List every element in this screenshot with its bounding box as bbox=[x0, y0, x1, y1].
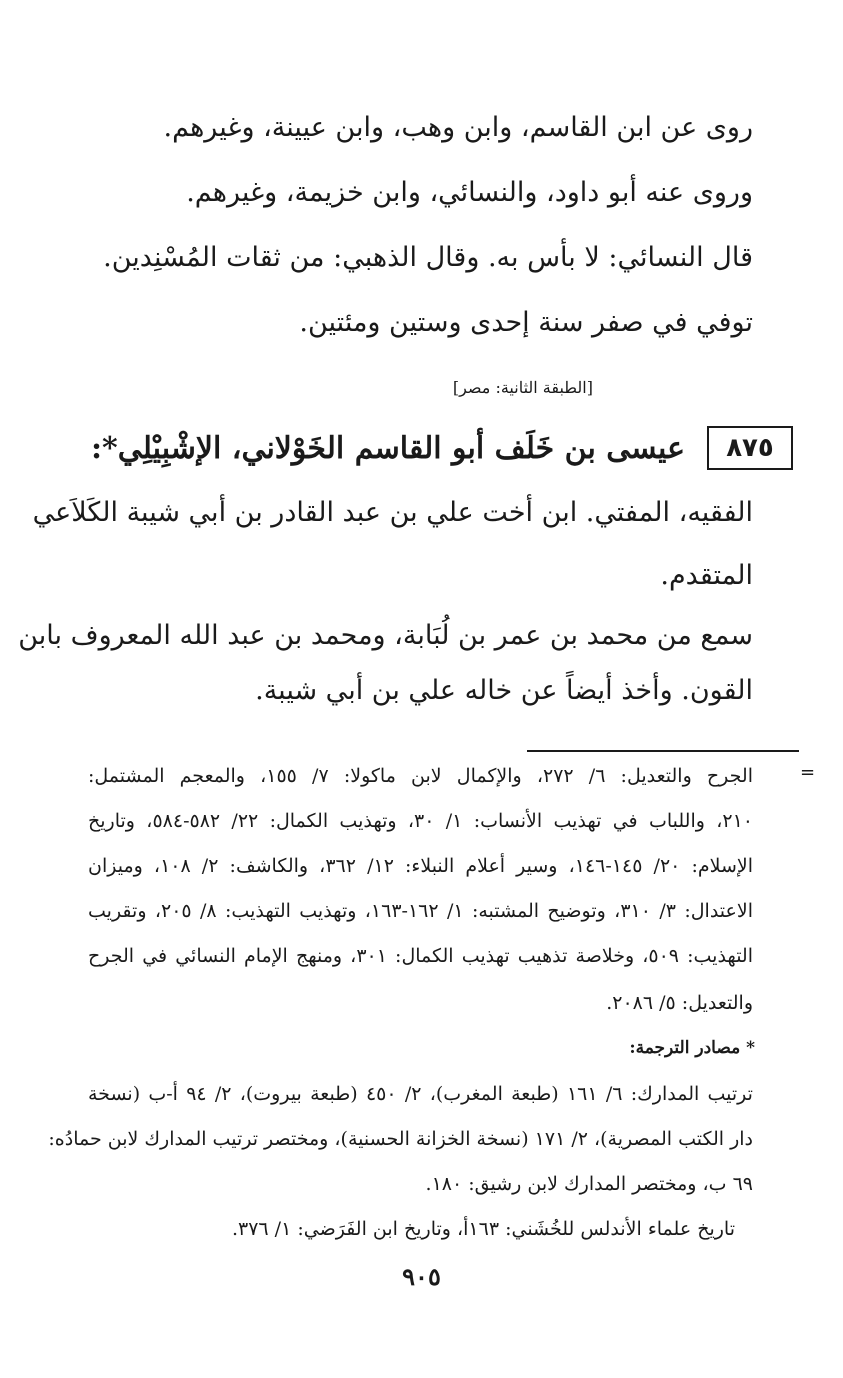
footnote-line-6: والتعديل: ٥/ ٢٠٨٦. bbox=[606, 992, 753, 1014]
entry-line-3: سمع من محمد بن عمر بن لُبَابة، ومحمد بن عبد الله المعروف بابن bbox=[18, 620, 753, 651]
footnote-line-4: الاعتدال: ٣/ ٣١٠، وتوضيح المشتبه: ١/ ١٦٢-١٦٣، وتهذيب التهذيب: ٨/ ٢٠٥، وتقريب bbox=[88, 900, 753, 922]
sources-heading: * مصادر الترجمة: bbox=[629, 1038, 755, 1058]
footnote-separator bbox=[527, 750, 799, 752]
sources-line-3: ٦٩ ب، ومختصر المدارك لابن رشيق: ١٨٠. bbox=[425, 1173, 753, 1195]
footnote-line-1: الجرح والتعديل: ٦/ ٢٧٢، والإكمال لابن ماكولا: ٧/ ١٥٥، والمعجم المشتمل: bbox=[88, 765, 753, 787]
entry-line-2: المتقدم. bbox=[660, 560, 753, 591]
entry-line-4: القون. وأخذ أيضاً عن خاله علي بن أبي شيبة. bbox=[255, 675, 753, 706]
section-label: [الطبقة الثانية: مصر] bbox=[452, 378, 593, 397]
body-line-1: روى عن ابن القاسم، وابن وهب، وابن عيينة، وغيرهم. bbox=[163, 112, 753, 143]
footnote-continuation-marker: = bbox=[800, 762, 816, 783]
body-line-2: وروى عنه أبو داود، والنسائي، وابن خزيمة، وغيرهم. bbox=[186, 177, 753, 208]
footnote-line-5: التهذيب: ٥٠٩، وخلاصة تذهيب تهذيب الكمال: ٣٠١، ومنهج الإمام النسائي في الجرح bbox=[88, 945, 753, 967]
body-line-4: توفي في صفر سنة إحدى وستين ومئتين. bbox=[299, 307, 753, 338]
footnote-line-2: ٢١٠، واللباب في تهذيب الأنساب: ١/ ٣٠، وتهذيب الكمال: ٢٢/ ٥٨٢-٥٨٤، وتاريخ bbox=[88, 810, 753, 832]
sources-line-1: ترتيب المدارك: ٦/ ١٦١ (طبعة المغرب)، ٢/ ٤٥٠ (طبعة بيروت)، ٢/ ٩٤ أ-ب (نسخة bbox=[88, 1083, 753, 1105]
sources-line-4: تاريخ علماء الأندلس للخُشَني: ١٦٣أ، وتاريخ ابن الفَرَضي: ١/ ٣٧٦. bbox=[231, 1218, 735, 1240]
body-line-3: قال النسائي: لا بأس به. وقال الذهبي: من ثقات المُسْنِدين. bbox=[103, 242, 753, 273]
entry-name: عيسى بن خَلَف أبو القاسم الخَوْلاني، الإشْبِيْلِي*: bbox=[90, 430, 685, 466]
entry-number: ٨٧٥ bbox=[707, 426, 793, 470]
sources-line-2: دار الكتب المصرية)، ٢/ ١٧١ (نسخة الخزانة الحسنية)، ومختصر ترتيب المدارك لابن حمادُه: bbox=[48, 1128, 753, 1150]
entry-heading bbox=[91, 420, 793, 476]
entry-line-1: الفقيه، المفتي. ابن أخت علي بن عبد القادر بن أبي شيبة الكَلاَعي bbox=[32, 497, 753, 528]
footnote-line-3: الإسلام: ٢٠/ ١٤٥-١٤٦، وسير أعلام النبلاء: ١٢/ ٣٦٢، والكاشف: ٢/ ١٠٨، وميزان bbox=[88, 855, 754, 877]
page-number: ٩٠٥ bbox=[402, 1262, 441, 1291]
